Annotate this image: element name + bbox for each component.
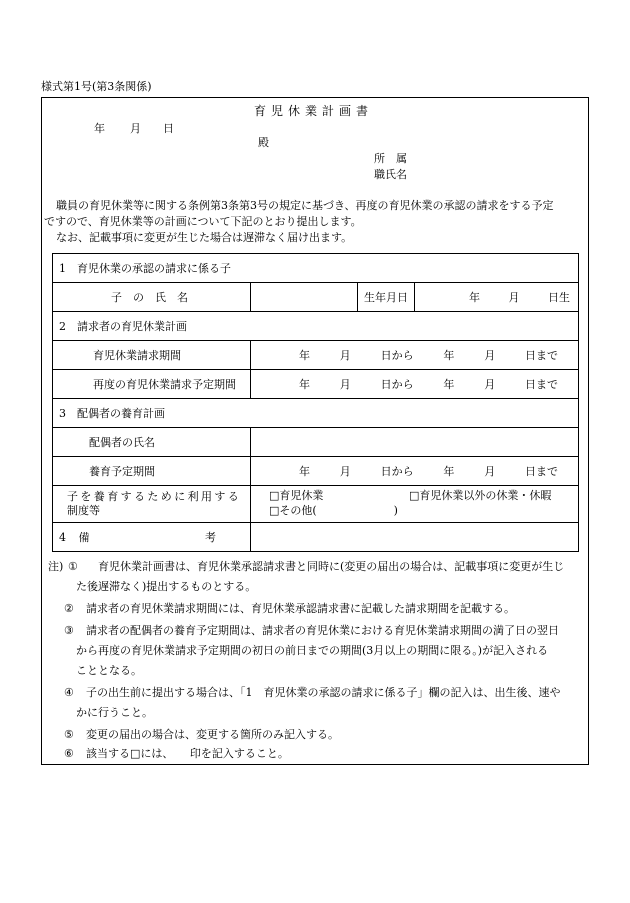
section-header-row xyxy=(53,312,579,341)
section-2-title: 2 請求者の育児休業計画 xyxy=(53,312,579,341)
note-item: こととなる。 xyxy=(76,664,142,677)
date-day: 日 xyxy=(163,122,174,135)
other-system-checkbox[interactable]: □その他( ) xyxy=(269,504,398,517)
intro-line: ですので、育児休業等の計画について下記のとおり提出します。 xyxy=(44,215,362,228)
note-text: 請求者の配偶者の養育予定期間は、請求者の育児休業における育児休業請求期間の満了日の翌日 xyxy=(86,624,559,637)
remarks-label-char: 考 xyxy=(205,531,216,544)
form-title: 育児休業計画書 xyxy=(254,104,374,118)
table-row xyxy=(53,523,579,552)
spouse-name-field[interactable] xyxy=(251,428,579,457)
to-day-unit: 日まで xyxy=(524,349,558,362)
to-month-unit: 月 xyxy=(484,349,496,362)
spouse-name-label: 配偶者の氏名 xyxy=(53,428,251,457)
birth-date-field[interactable] xyxy=(415,283,579,312)
note-text: 請求者の育児休業請求期間には、育児休業承認請求書に記載した請求期間を記載する。 xyxy=(86,602,515,615)
note-item: から再度の育児休業請求予定期間の初日の前日までの期間(3月以上の期間に限る。)が記入される xyxy=(76,644,549,657)
note-text: 子の出生前に提出する場合は、「1 育児休業の承認の請求に係る子」欄の記入は、出生後、速や xyxy=(86,686,561,699)
from-year-unit: 年 xyxy=(299,349,310,362)
table-row xyxy=(53,486,579,523)
remarks-label-char: 備 xyxy=(78,531,90,544)
section-header-row xyxy=(53,254,579,283)
note-item: た後遅滞なく)提出するものとする。 xyxy=(76,580,257,593)
from-day-unit: 日から xyxy=(380,378,414,391)
care-system-label-line: 制度等 xyxy=(67,504,100,517)
addressee-suffix: 殿 xyxy=(258,136,269,149)
note-number: ② xyxy=(64,602,74,615)
birth-day-unit: 日生 xyxy=(548,291,570,304)
to-year-unit: 年 xyxy=(443,465,455,478)
date-year: 年 xyxy=(94,122,105,135)
from-month-unit: 月 xyxy=(339,349,351,362)
note-number: ① xyxy=(68,560,78,573)
table-row xyxy=(53,283,579,312)
note-item xyxy=(48,558,583,575)
childcare-leave-checkbox[interactable]: □育児休業 xyxy=(269,489,324,502)
note-text: 育児休業計画書は、育児休業承認請求書と同時に(変更の届出の場合は、記載事項に変更が生じ xyxy=(98,560,565,573)
note-item xyxy=(64,684,599,701)
note-number: ④ xyxy=(64,686,74,699)
from-year-unit: 年 xyxy=(299,378,310,391)
care-system-options xyxy=(251,486,579,523)
note-item xyxy=(64,745,599,762)
note-text: 該当する□には、 印を記入すること。 xyxy=(86,747,289,760)
birth-year-unit: 年 xyxy=(469,291,480,304)
note-text: 変更の届出の場合は、変更する箇所のみ記入する。 xyxy=(86,728,339,741)
to-day-unit: 日まで xyxy=(524,465,558,478)
section-3-title: 3 配偶者の養育計画 xyxy=(53,399,579,428)
intro-line: なお、記載事項に変更が生じた場合は遅滞なく届け出ます。 xyxy=(56,231,353,244)
note-item xyxy=(64,622,599,639)
to-month-unit: 月 xyxy=(484,465,496,478)
from-month-unit: 月 xyxy=(339,465,351,478)
table-row xyxy=(53,370,579,399)
from-day-unit: 日から xyxy=(380,349,414,362)
note-item xyxy=(64,726,599,743)
care-system-label xyxy=(53,486,251,523)
applicant-name-label: 職氏名 xyxy=(374,168,407,181)
note-number: ⑤ xyxy=(64,728,74,741)
date-month: 月 xyxy=(130,122,141,135)
note-item: かに行うこと。 xyxy=(76,706,153,719)
from-year-unit: 年 xyxy=(299,465,310,478)
birth-month-unit: 月 xyxy=(508,291,520,304)
to-year-unit: 年 xyxy=(443,378,455,391)
care-period-label: 養育予定期間 xyxy=(53,457,251,486)
leave-period-field[interactable] xyxy=(251,341,579,370)
to-month-unit: 月 xyxy=(484,378,496,391)
to-year-unit: 年 xyxy=(443,349,455,362)
child-name-label: 子 の 氏 名 xyxy=(53,283,251,312)
form-number: 様式第1号(第3条関係) xyxy=(41,80,152,93)
from-month-unit: 月 xyxy=(339,378,351,391)
care-system-label-line: 子を養育するために利用する xyxy=(67,489,242,503)
remarks-label xyxy=(53,523,251,552)
other-leave-checkbox[interactable]: □育児休業以外の休業・休暇 xyxy=(409,489,552,502)
to-day-unit: 日まで xyxy=(524,378,558,391)
note-item xyxy=(64,600,599,617)
plan-table xyxy=(52,253,579,552)
leave-period-label: 育児休業請求期間 xyxy=(53,341,251,370)
table-row xyxy=(53,457,579,486)
care-period-field[interactable] xyxy=(251,457,579,486)
affiliation-label: 所 属 xyxy=(374,152,407,165)
child-name-field[interactable] xyxy=(251,283,358,312)
section-header-row xyxy=(53,399,579,428)
remarks-field[interactable] xyxy=(251,523,579,552)
intro-line: 職員の育児休業等に関する条例第3条第3号の規定に基づき、再度の育児休業の承認の請求をする予定 xyxy=(56,199,554,212)
remarks-number: 4 xyxy=(59,531,66,544)
table-row xyxy=(53,428,579,457)
redo-period-field[interactable] xyxy=(251,370,579,399)
note-number: ⑥ xyxy=(64,747,74,760)
birth-date-label: 生年月日 xyxy=(358,283,415,312)
redo-period-label: 再度の育児休業請求予定期間 xyxy=(53,370,251,399)
note-number: ③ xyxy=(64,624,74,637)
from-day-unit: 日から xyxy=(380,465,414,478)
table-row xyxy=(53,341,579,370)
notes-prefix: 注) xyxy=(48,560,64,573)
section-1-title: 1 育児休業の承認の請求に係る子 xyxy=(53,254,579,283)
